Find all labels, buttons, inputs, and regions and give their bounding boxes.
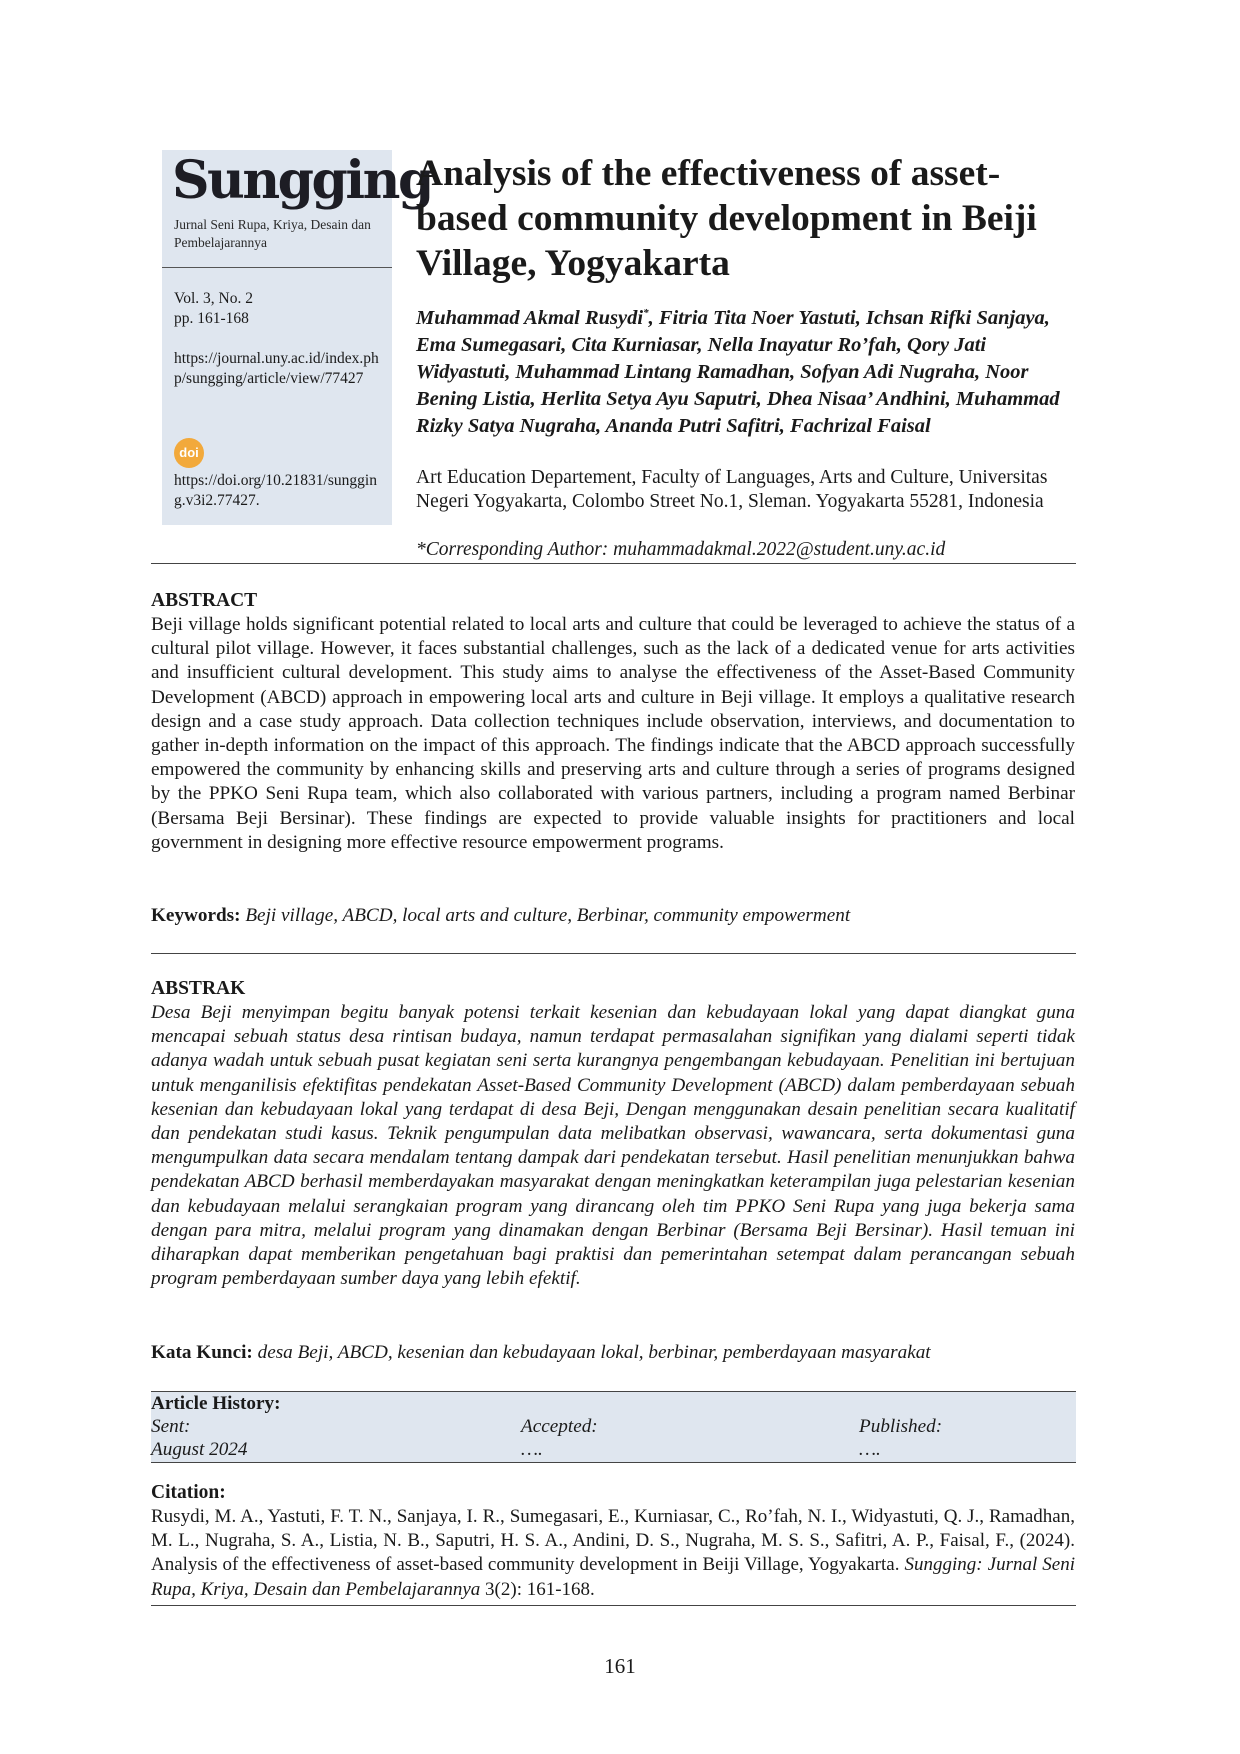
citation-issue: 3(2): 161-168. xyxy=(480,1578,595,1600)
keywords-label: Keywords: xyxy=(151,905,241,926)
citation-authors: Rusydi, M. A., Yastuti, F. T. N., Sanjaya, I. R., Sumegasari, E., Kurniasar, C., Ro’fah, N. I., Widyastuti, Q. J., Ramadhan, M. L., Nugraha, S. A., Listia, N. B., Saputri, H. S. A., Andini, D. S., Nugraha, M. S. S., Safitri, A. P., Faisal, F., (2024). Analysis of the effectiveness of asset-based community development in Beiji Village, Yogyakarta. xyxy=(151,1506,1075,1576)
sidebar-divider xyxy=(162,267,392,268)
history-heading: Article History: xyxy=(151,1393,281,1414)
article-title: Analysis of the effectiveness of asset-based community development in Beiji Village, Yogyakarta xyxy=(416,153,1037,284)
abstrak-text: Desa Beji menyimpan begitu banyak potensi terkait kesenian dan kebudayaan lokal yang dapat diangkat guna mencapai sebuah status desa rintisan budaya, namun terdapat permasalahan signifikan yang dialami seperti tidak adanya wadah untuk sebuah pusat kegiatan seni serta kurangnya pengembangan kebudayaan. Penelitian ini bertujuan untuk menganilisis efektifitas pendekatan Asset-Based Community Development (ABCD) dalam pemberdayaan sebuah kesenian dan kebudayaan lokal yang terdapat di desa Beji, Dengan menggunakan desain penelitian secara kualitatif dan pendekatan studi kasus. Teknik pengumpulan data melibatkan observasi, wawancara, serta dokumentasi guna mengumpulkan data secara mendalam tentang dampak dari pendekatan tersebut. Hasil penelitian menunjukkan bahwa pendekatan ABCD berhasil memberdayakan masyarakat dengan meningkatkan keterampilan juga pelestarian kesenian dan kebudayaan melalui serangkaian program yang dirancang oleh tim PPKO Seni Rupa yang juga bekerja sama dengan para mitra, melalui program yang dinamakan dengan Berbinar (Bersama Beji Bersinar). Hasil temuan ini diharapkan dapat memberikan pengetahuan bagi praktisi dan pemerintahan setempat dalam perancangan sebuah program pemberdayaan sumber daya yang lebih efektif. xyxy=(151,1002,1075,1290)
kata-kunci xyxy=(151,1341,1075,1365)
sent-label: Sent: xyxy=(151,1416,191,1437)
article-history xyxy=(151,1391,1076,1463)
citation-journal: Sungging: Jurnal Seni Rupa, Kriya, Desain dan Pembelajarannya xyxy=(151,1554,1075,1600)
abstract-heading: ABSTRACT xyxy=(151,590,258,611)
citation-divider xyxy=(151,1605,1076,1606)
published-label: Published: xyxy=(859,1416,943,1437)
citation-text xyxy=(151,1505,1075,1602)
co-authors: , Fitria Tita Noer Yastuti, Ichsan Rifki Sanjaya, Ema Sumegasari, Cita Kurniasar, Nella Inayatur Ro’fah, Qory Jati Widyastuti, Muhammad Lintang Ramadhan, Sofyan Adi Nugraha, Noor Bening Listia, Herlita Setya Ayu Saputri, Dhea Nisaa’ Andhini, Muhammad Rizky Satya Nugraha, Ananda Putri Safitri, Fachrizal Faisal xyxy=(416,306,1060,437)
section-divider xyxy=(151,953,1076,954)
doi-link[interactable]: https://doi.org/10.21831/sungging.v3i2.77427. xyxy=(174,472,377,509)
author-list xyxy=(416,300,1076,440)
accepted-value: …. xyxy=(521,1439,543,1460)
accepted-label: Accepted: xyxy=(521,1416,598,1437)
corresponding-mark: * xyxy=(643,307,649,319)
keywords-value: Beji village, ABCD, local arts and culture, Berbinar, community empowerment xyxy=(245,905,851,926)
published-value: …. xyxy=(859,1439,881,1460)
keywords xyxy=(151,904,1075,928)
header-divider xyxy=(151,563,1076,564)
kata-kunci-value: desa Beji, ABCD, kesenian dan kebudayaan lokal, berbinar, pemberdayaan masyarakat xyxy=(257,1342,931,1363)
abstract-text: Beji village holds significant potential related to local arts and culture that could be leveraged to achieve the status of a cultural pilot village. However, it faces substantial challenges, such as the lack of a dedicated venue for arts activities and insufficient cultural development. This study aims to analyse the effectiveness of the Asset-Based Community Development (ABCD) approach in empowering local arts and culture in Beji village. It employs a qualitative research design and a case study approach. Data collection techniques include observation, interviews, and documentation to gather in-depth information on the impact of this approach. The findings indicate that the ABCD approach successfully empowered the community by enhancing skills and preserving arts and culture through a series of programs designed by the PPKO Seni Rupa team, which also collaborated with various partners, including a program named Berbinar (Bersama Beji Bersinar). These findings are expected to provide valuable insights for practitioners and local government in designing more effective resource empowerment programs. xyxy=(151,614,1075,853)
affiliation: Art Education Departement, Faculty of Languages, Arts and Culture, Universitas Negeri Yogyakarta, Colombo Street No.1, Sleman. Yogyakarta 55281, Indonesia xyxy=(416,467,1048,512)
journal-logo: Sungging xyxy=(172,150,432,211)
page-range: pp. 161-168 xyxy=(174,310,249,327)
corresponding-author: *Corresponding Author: muhammadakmal.2022@student.uny.ac.id xyxy=(416,539,946,560)
journal-subtitle: Jurnal Seni Rupa, Kriya, Desain dan Pembelajarannya xyxy=(174,217,371,250)
first-author: Muhammad Akmal Rusydi xyxy=(416,306,644,329)
citation-heading: Citation: xyxy=(151,1482,226,1503)
sent-value: August 2024 xyxy=(151,1439,248,1460)
volume-number: Vol. 3, No. 2 xyxy=(174,290,253,307)
abstrak-heading: ABSTRAK xyxy=(151,978,246,999)
journal-info-box xyxy=(162,150,432,525)
page-number: 161 xyxy=(604,1654,636,1678)
article-link[interactable]: https://journal.uny.ac.id/index.php/sungging/article/view/77427 xyxy=(174,350,379,387)
kata-kunci-label: Kata Kunci: xyxy=(151,1342,253,1363)
doi-icon: doi xyxy=(174,438,204,468)
